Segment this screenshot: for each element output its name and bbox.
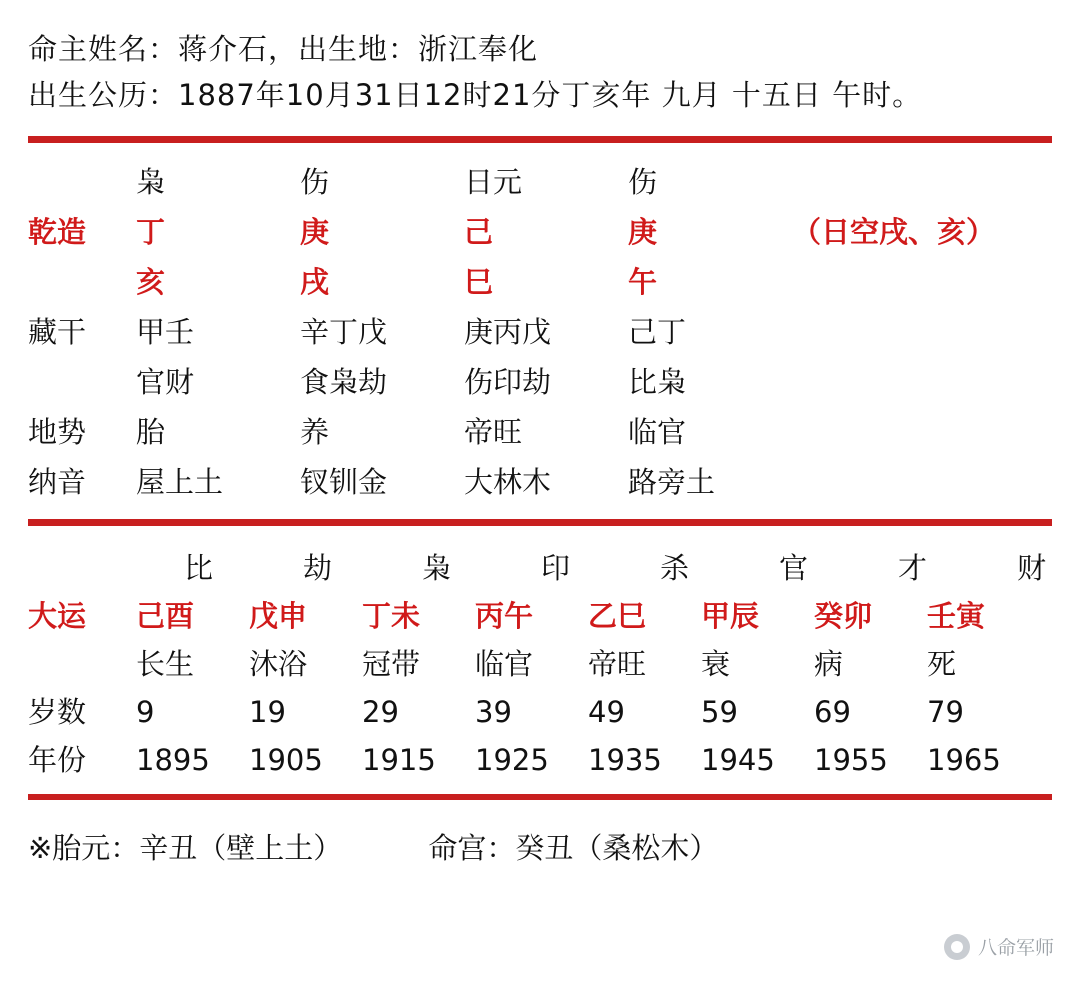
phase-hour: 临官 (628, 415, 687, 449)
row-nayin (28, 457, 1052, 507)
luck-ten-god-2: 劫 (302, 551, 332, 585)
luck-year-7: 1955 (814, 743, 888, 777)
row-luck-ten-gods (28, 544, 1052, 592)
luck-phase-7: 病 (814, 647, 844, 681)
nayin-hour: 路旁土 (628, 465, 716, 499)
luck-age-3: 29 (362, 695, 399, 729)
phase-day: 帝旺 (464, 415, 523, 449)
stem-hour: 庚 (628, 215, 658, 249)
row-label-canggan: 藏干 (28, 315, 87, 349)
hidden-gods-month: 食枭劫 (300, 365, 388, 399)
row-hidden-gods (28, 357, 1052, 407)
luck-ganzhi-5[interactable]: 乙巳 (588, 599, 647, 633)
luck-ten-god-1: 比 (183, 551, 213, 585)
hidden-stems-month: 辛丁戊 (300, 315, 388, 349)
header-block (28, 0, 1052, 136)
row-earthly-branches (28, 257, 1052, 307)
brand-watermark (944, 933, 1054, 960)
branch-day: 巳 (464, 265, 494, 299)
stem-year: 丁 (136, 215, 166, 249)
luck-ganzhi-1[interactable]: 己酉 (136, 599, 195, 633)
luck-ganzhi-2[interactable]: 戊申 (249, 599, 308, 633)
row-label-dishi: 地势 (28, 415, 87, 449)
row-luck-ganzhi (28, 592, 1052, 640)
ten-god-month: 伤 (300, 165, 330, 199)
footer-block (28, 800, 1052, 867)
row-heavenly-stems (28, 207, 1052, 257)
hidden-gods-hour: 比枭 (628, 365, 687, 399)
row-hidden-stems (28, 307, 1052, 357)
luck-ten-god-3: 枭 (421, 551, 451, 585)
divider-top (28, 136, 1052, 143)
birth-date-line: 出生公历：1887年10月31日12时21分丁亥年 九月 十五日 午时。 (28, 78, 923, 112)
luck-phase-4: 临官 (475, 647, 534, 681)
hidden-gods-year: 官财 (136, 365, 195, 399)
nayin-day: 大林木 (464, 465, 552, 499)
hidden-stems-hour: 己丁 (628, 315, 687, 349)
luck-phase-5: 帝旺 (588, 647, 647, 681)
luck-year-5: 1935 (588, 743, 662, 777)
four-pillars-block (28, 143, 1052, 519)
luck-phase-8: 死 (927, 647, 957, 681)
luck-label-age: 岁数 (28, 695, 87, 729)
divider-middle (28, 519, 1052, 526)
luck-age-8: 79 (927, 695, 964, 729)
row-luck-ages (28, 688, 1052, 736)
branch-month: 戌 (300, 265, 330, 299)
luck-age-7: 69 (814, 695, 851, 729)
luck-year-8: 1965 (927, 743, 1001, 777)
luck-ganzhi-7[interactable]: 癸卯 (814, 599, 873, 633)
luck-age-4: 39 (475, 695, 512, 729)
luck-year-6: 1945 (701, 743, 775, 777)
subject-name-line: 命主姓名：蒋介石，出生地：浙江奉化 (28, 32, 539, 66)
luck-ganzhi-8[interactable]: 壬寅 (927, 599, 986, 633)
stem-month: 庚 (300, 215, 330, 249)
brand-logo-icon (944, 934, 970, 960)
hidden-stems-year: 甲壬 (136, 315, 195, 349)
ten-god-day: 日元 (464, 165, 523, 199)
luck-ganzhi-3[interactable]: 丁未 (362, 599, 421, 633)
minggong-text: 命宫：癸丑（桑松木） (428, 831, 719, 865)
luck-age-5: 49 (588, 695, 625, 729)
luck-age-6: 59 (701, 695, 738, 729)
luck-label-year: 年份 (28, 743, 87, 777)
luck-phase-1: 长生 (136, 647, 195, 681)
luck-ten-god-4: 印 (540, 551, 570, 585)
phase-year: 胎 (136, 415, 166, 449)
luck-year-1: 1895 (136, 743, 210, 777)
luck-phase-3: 冠带 (362, 647, 421, 681)
luck-ten-god-8: 财 (1016, 551, 1046, 585)
luck-age-2: 19 (249, 695, 286, 729)
luck-cycle-block (28, 526, 1052, 794)
brand-name: 八命军师 (977, 937, 1054, 959)
taiyuan-text: ※胎元：辛丑（壁上土） (28, 831, 343, 865)
hidden-stems-day: 庚丙戊 (464, 315, 552, 349)
nayin-year: 屋上土 (136, 465, 224, 499)
luck-year-2: 1905 (249, 743, 323, 777)
ten-god-year: 枭 (136, 165, 166, 199)
luck-label-dayun: 大运 (28, 599, 87, 633)
row-label-nayin: 纳音 (28, 465, 87, 499)
branch-year: 亥 (136, 265, 166, 299)
luck-year-3: 1915 (362, 743, 436, 777)
row-luck-years (28, 736, 1052, 784)
luck-ten-god-6: 官 (778, 551, 808, 585)
branch-hour: 午 (628, 265, 658, 299)
luck-ten-god-5: 杀 (659, 551, 689, 585)
nayin-month: 钗钏金 (300, 465, 388, 499)
ten-god-hour: 伤 (628, 165, 658, 199)
row-label-qianzao: 乾造 (28, 215, 87, 249)
row-ten-gods-top (28, 157, 1052, 207)
row-luck-phases (28, 640, 1052, 688)
luck-ganzhi-6[interactable]: 甲辰 (701, 599, 760, 633)
luck-ten-god-7: 才 (897, 551, 927, 585)
hidden-gods-day: 伤印劫 (464, 365, 552, 399)
luck-age-1: 9 (136, 695, 155, 729)
phase-month: 养 (300, 415, 330, 449)
luck-year-4: 1925 (475, 743, 549, 777)
luck-phase-2: 沐浴 (249, 647, 308, 681)
luck-phase-6: 衰 (701, 647, 731, 681)
stem-day: 己 (464, 215, 494, 249)
void-note: （日空戌、亥） (792, 215, 996, 249)
row-growth-phase (28, 407, 1052, 457)
luck-ganzhi-4[interactable]: 丙午 (475, 599, 534, 633)
